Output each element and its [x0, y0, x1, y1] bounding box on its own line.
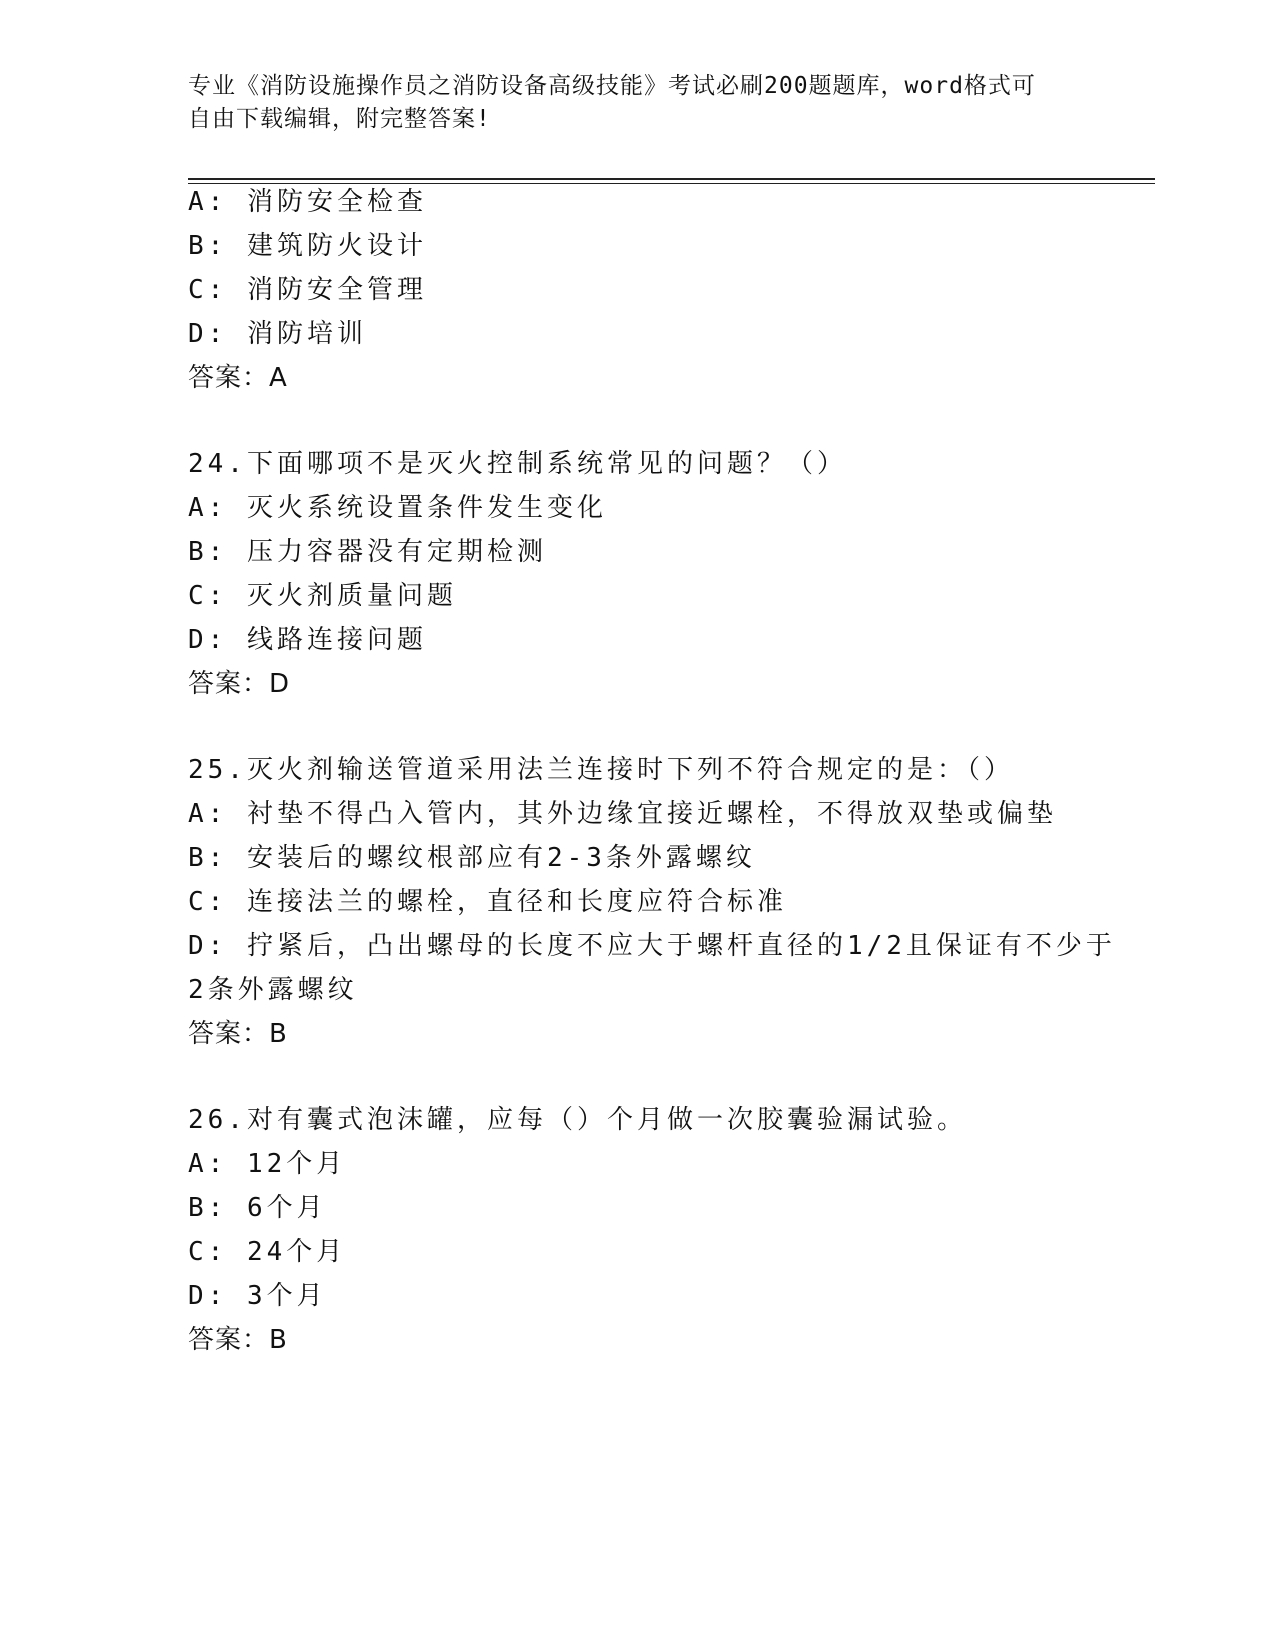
q24-question: 24.下面哪项不是灭火控制系统常见的问题？（） — [188, 449, 847, 479]
q25-option-d-continued: 2条外露螺纹 — [188, 975, 358, 1005]
q23-option-d: D: 消防培训 — [188, 319, 367, 349]
q25-option-b: B: 安装后的螺纹根部应有2-3条外露螺纹 — [188, 843, 756, 873]
q25-question: 25.灭火剂输送管道采用法兰连接时下列不符合规定的是：（） — [188, 755, 1014, 785]
header-divider — [188, 178, 1155, 180]
q26-option-b: B: 6个月 — [188, 1193, 327, 1223]
q25-option-a: A: 衬垫不得凸入管内，其外边缘宜接近螺栓，不得放双垫或偏垫 — [188, 799, 1057, 829]
q26-option-a: A: 12个月 — [188, 1149, 347, 1179]
q24-option-c: C: 灭火剂质量问题 — [188, 581, 457, 611]
header-line-1: 专业《消防设施操作员之消防设备高级技能》考试必刷200题题库，word格式可 — [188, 73, 1036, 99]
q24-option-a: A: 灭火系统设置条件发生变化 — [188, 493, 607, 523]
q26-answer: 答案：B — [188, 1325, 288, 1355]
q24-answer: 答案：D — [188, 669, 291, 699]
document-header — [188, 70, 1088, 136]
q23-option-b: B: 建筑防火设计 — [188, 231, 427, 261]
q25-option-d: D: 拧紧后，凸出螺母的长度不应大于螺杆直径的1/2且保证有不少于 — [188, 931, 1116, 961]
q23-answer: 答案：A — [188, 363, 288, 393]
q24-option-d: D: 线路连接问题 — [188, 625, 427, 655]
q26-option-d: D: 3个月 — [188, 1281, 327, 1311]
q25-option-c: C: 连接法兰的螺栓，直径和长度应符合标准 — [188, 887, 787, 917]
q26-option-c: C: 24个月 — [188, 1237, 347, 1267]
q25-answer: 答案：B — [188, 1019, 288, 1049]
q24-option-b: B: 压力容器没有定期检测 — [188, 537, 547, 567]
q26-question: 26.对有囊式泡沫罐，应每（）个月做一次胶囊验漏试验。 — [188, 1105, 967, 1135]
header-line-2: 自由下载编辑，附完整答案! — [188, 106, 491, 132]
q23-option-a: A: 消防安全检查 — [188, 187, 427, 217]
q23-option-c: C: 消防安全管理 — [188, 275, 427, 305]
